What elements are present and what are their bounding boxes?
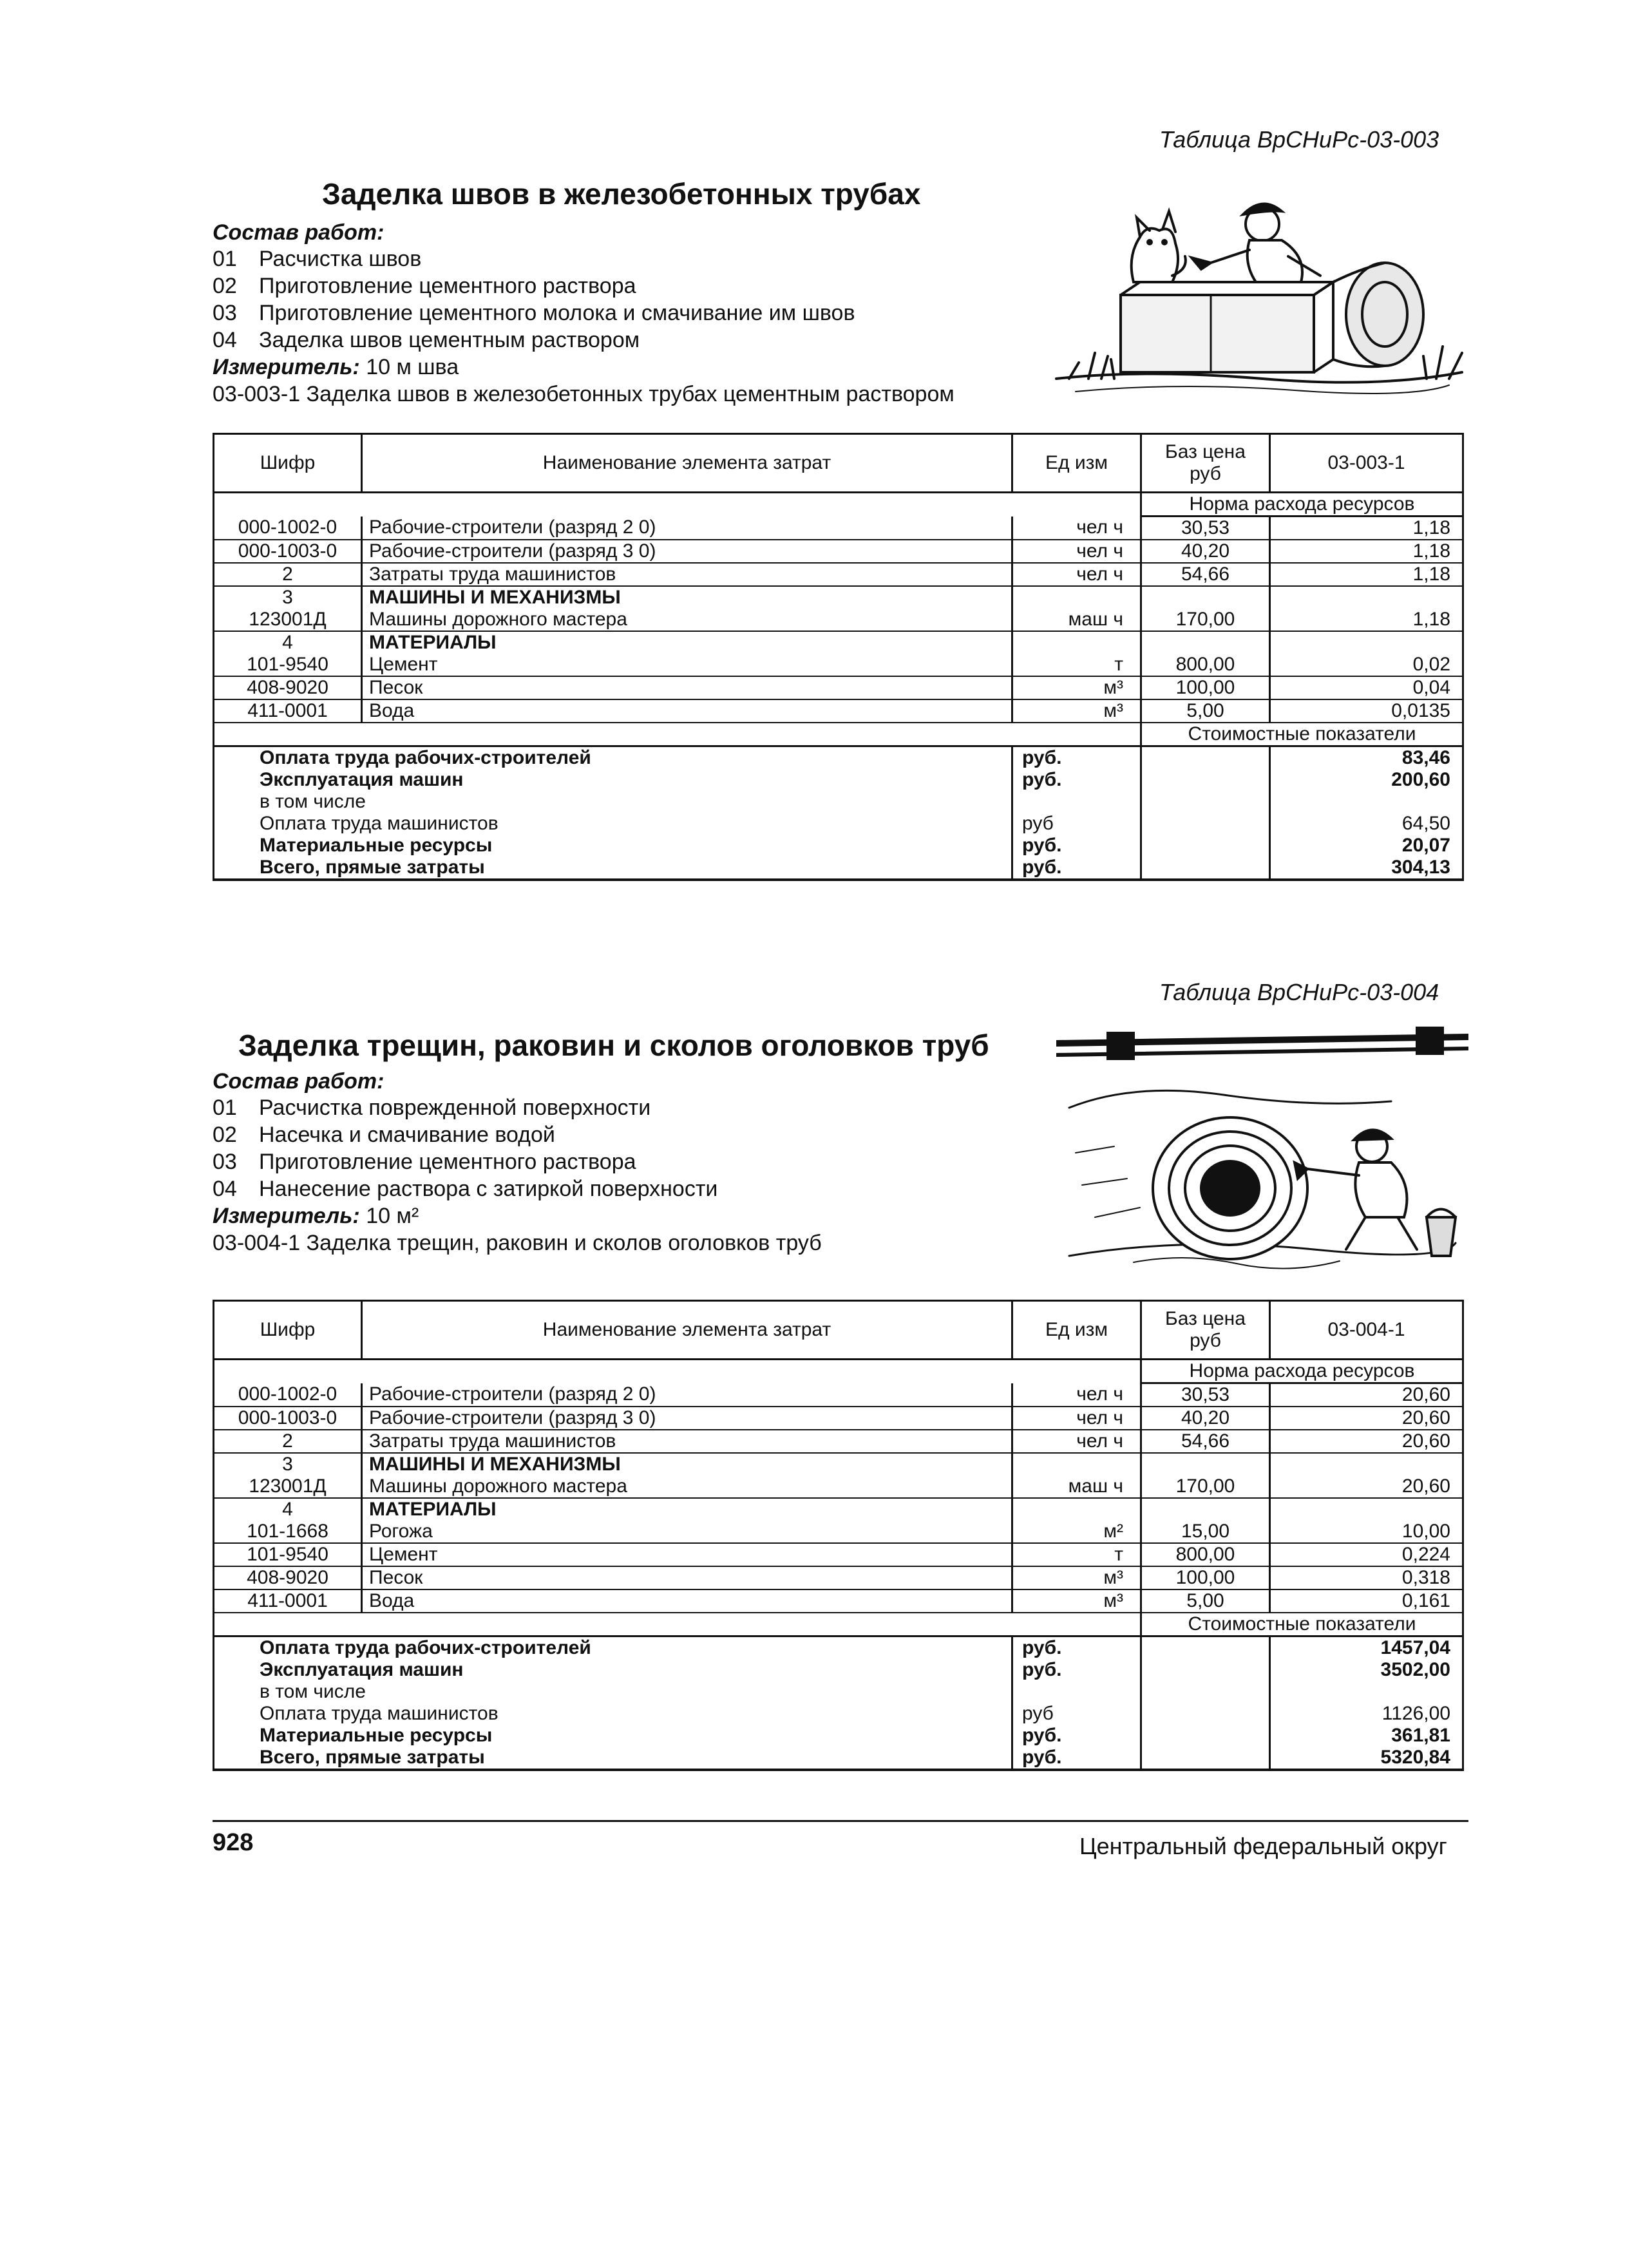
work-text: Заделка швов цементным раствором [259,328,640,352]
cost-unit: руб. [1012,1747,1141,1770]
cost-name: в том числе [214,791,1012,813]
work-item [213,272,954,299]
cost-row [214,746,1463,770]
row-code: 123001Д [214,1475,362,1498]
row-name: Рабочие-строители (разряд 3 0) [362,540,1012,563]
table-body [214,493,1463,880]
row-unit: м³ [1012,699,1141,723]
row-name: Цемент [362,654,1012,676]
cost-blank [1141,1636,1270,1660]
row-price: 30,53 [1141,1383,1270,1407]
header-price: Баз цена руб [1141,434,1270,493]
work-number: 02 [213,274,237,298]
work-composition [213,220,954,408]
cost-header: Стоимостные показатели [1141,1613,1463,1636]
row-unit: чел ч [1012,540,1141,563]
work-text: Насечка и смачивание водой [259,1123,555,1147]
row-code: 101-9540 [214,654,362,676]
cost-unit: руб. [1012,857,1141,880]
row-code: 2 [214,1430,362,1453]
row-name: Машины дорожного мастера [362,609,1012,631]
row-name: Вода [362,699,1012,723]
cost-header-row [214,723,1463,746]
table-body [214,1360,1463,1770]
row-code: 411-0001 [214,1589,362,1613]
row-price: 800,00 [1141,1543,1270,1566]
cost-value: 5320,84 [1270,1747,1463,1770]
cost-row [214,1747,1463,1770]
row-code: 000-1003-0 [214,540,362,563]
work-item [213,245,954,272]
table-row [214,654,1463,676]
row-code: 123001Д [214,609,362,631]
cost-row [214,835,1463,857]
row-code: 4 [214,631,362,654]
header-norm-code: 03-003-1 [1270,434,1463,493]
cost-name: в том числе [214,1681,1012,1703]
row-value [1270,1498,1463,1521]
work-text: Приготовление цементного молока и смачивание им швов [259,301,855,325]
cost-row [214,857,1463,880]
work-text: Приготовление цементного раствора [259,1150,636,1174]
cost-row [214,1659,1463,1681]
header-price: Баз цена руб [1141,1301,1270,1360]
measure-value: 10 м шва [366,355,459,379]
row-unit: м³ [1012,1566,1141,1589]
cost-name: Материальные ресурсы [214,835,1012,857]
row-code: 408-9020 [214,676,362,699]
cost-value: 361,81 [1270,1725,1463,1747]
row-price: 170,00 [1141,1475,1270,1498]
row-unit: чел ч [1012,1383,1141,1407]
row-name: Песок [362,1566,1012,1589]
cost-value: 200,60 [1270,769,1463,791]
table-row [214,540,1463,563]
norm-header-row [214,493,1463,517]
table-row [214,699,1463,723]
composition-label: Состав работ: [213,220,385,245]
row-price: 100,00 [1141,676,1270,699]
table-id: Таблица ВрСНиРс-03-003 [1159,126,1439,153]
cost-name: Эксплуатация машин [214,769,1012,791]
code-line: 03-004-1 Заделка трещин, раковин и сколов оголовков труб [213,1231,822,1255]
table-row [214,631,1463,654]
header-unit: Ед изм [1012,434,1141,493]
cost-value [1270,791,1463,813]
row-name: Рабочие-строители (разряд 2 0) [362,1383,1012,1407]
table-row [214,563,1463,586]
cost-name: Оплата труда рабочих-строителей [214,1636,1012,1660]
row-price: 54,66 [1141,563,1270,586]
row-code: 2 [214,563,362,586]
work-number: 03 [213,301,237,325]
row-unit [1012,631,1141,654]
row-unit: чел ч [1012,1430,1141,1453]
cost-row [214,1636,1463,1660]
work-item [213,327,954,354]
cost-blank [1141,1681,1270,1703]
row-price: 5,00 [1141,1589,1270,1613]
row-value: 20,60 [1270,1383,1463,1407]
row-name: МАШИНЫ И МЕХАНИЗМЫ [362,1453,1012,1475]
cost-unit: руб [1012,813,1141,835]
section-title: Заделка швов в железобетонных трубах [322,177,921,211]
row-unit: т [1012,654,1141,676]
row-name: МАТЕРИАЛЫ [362,1498,1012,1521]
norm-header: Норма расхода ресурсов [1141,1360,1463,1383]
row-name: Вода [362,1589,1012,1613]
row-value: 0,224 [1270,1543,1463,1566]
row-unit: маш ч [1012,1475,1141,1498]
cost-value [1270,1681,1463,1703]
work-item [213,1121,822,1148]
cost-value: 1457,04 [1270,1636,1463,1660]
cost-unit: руб. [1012,746,1141,770]
row-code: 000-1002-0 [214,517,362,540]
table-row [214,676,1463,699]
row-unit: м³ [1012,1589,1141,1613]
work-number: 03 [213,1150,237,1174]
cost-name: Эксплуатация машин [214,1659,1012,1681]
row-price: 30,53 [1141,517,1270,540]
header-name: Наименование элемента затрат [362,1301,1012,1360]
table-row [214,1566,1463,1589]
row-unit: т [1012,1543,1141,1566]
page-number: 928 [213,1829,254,1856]
row-name: Рогожа [362,1521,1012,1543]
cost-blank [1141,769,1270,791]
cost-name: Материальные ресурсы [214,1725,1012,1747]
row-value [1270,586,1463,609]
table-row [214,1498,1463,1521]
blank-cell [214,1360,1141,1383]
norm-header: Норма расхода ресурсов [1141,493,1463,517]
works-list [213,1094,822,1202]
blank-cell [214,1613,1141,1636]
row-code: 101-9540 [214,1543,362,1566]
work-number: 04 [213,328,237,352]
row-value: 10,00 [1270,1521,1463,1543]
header-code: Шифр [214,1301,362,1360]
footer-divider [213,1820,1468,1822]
row-value: 1,18 [1270,517,1463,540]
measure-line [213,1202,822,1229]
row-value: 20,60 [1270,1407,1463,1430]
table-row [214,1453,1463,1475]
row-value: 0,04 [1270,676,1463,699]
work-item [213,1148,822,1175]
table-row [214,1521,1463,1543]
table-row [214,1383,1463,1407]
row-unit: чел ч [1012,517,1141,540]
row-value: 1,18 [1270,563,1463,586]
row-name: Песок [362,676,1012,699]
cost-row [214,1681,1463,1703]
row-unit: чел ч [1012,563,1141,586]
cost-value: 304,13 [1270,857,1463,880]
cost-name: Оплата труда рабочих-строителей [214,746,1012,770]
row-name: МАШИНЫ И МЕХАНИЗМЫ [362,586,1012,609]
table-row [214,1475,1463,1498]
norm-table-03-003 [213,433,1464,881]
row-value: 0,318 [1270,1566,1463,1589]
header-name: Наименование элемента затрат [362,434,1012,493]
work-text: Расчистка швов [259,247,422,271]
header-norm-code: 03-004-1 [1270,1301,1463,1360]
header-code: Шифр [214,434,362,493]
table-row [214,1589,1463,1613]
cost-unit [1012,791,1141,813]
row-code: 101-1668 [214,1521,362,1543]
row-value: 1,18 [1270,609,1463,631]
row-unit: м² [1012,1521,1141,1543]
work-number: 02 [213,1123,237,1147]
cost-value: 3502,00 [1270,1659,1463,1681]
row-value: 0,02 [1270,654,1463,676]
row-value [1270,1453,1463,1475]
row-price [1141,1453,1270,1475]
cost-name: Оплата труда машинистов [214,1703,1012,1725]
row-name: МАТЕРИАЛЫ [362,631,1012,654]
code-line: 03-003-1 Заделка швов в железобетонных трубах цементным раствором [213,382,954,406]
table-row [214,1543,1463,1566]
row-name: Рабочие-строители (разряд 2 0) [362,517,1012,540]
row-price: 15,00 [1141,1521,1270,1543]
row-price [1141,1498,1270,1521]
cost-unit: руб. [1012,1636,1141,1660]
worker-repairing-pipe-head-illustration [1056,1024,1468,1282]
row-value: 1,18 [1270,540,1463,563]
cost-row [214,1703,1463,1725]
cost-unit: руб. [1012,769,1141,791]
row-price: 54,66 [1141,1430,1270,1453]
row-unit: м³ [1012,676,1141,699]
cost-value: 20,07 [1270,835,1463,857]
row-price [1141,586,1270,609]
row-price [1141,631,1270,654]
composition-label: Состав работ: [213,1069,385,1094]
work-item [213,1175,822,1202]
table-row [214,586,1463,609]
row-price: 40,20 [1141,1407,1270,1430]
norm-table-03-004 [213,1300,1464,1771]
row-name: Машины дорожного мастера [362,1475,1012,1498]
header-unit: Ед изм [1012,1301,1141,1360]
row-name: Цемент [362,1543,1012,1566]
row-value: 20,60 [1270,1475,1463,1498]
norm-header-row [214,1360,1463,1383]
cost-name: Оплата труда машинистов [214,813,1012,835]
row-name: Затраты труда машинистов [362,563,1012,586]
row-code: 3 [214,1453,362,1475]
cost-row [214,813,1463,835]
cost-unit: руб. [1012,1725,1141,1747]
blank-cell [214,723,1141,746]
row-unit: маш ч [1012,609,1141,631]
row-unit: чел ч [1012,1407,1141,1430]
table-row [214,517,1463,540]
cost-header: Стоимостные показатели [1141,723,1463,746]
cost-blank [1141,835,1270,857]
works-list [213,245,954,354]
table-header-row [214,1301,1463,1360]
row-price: 5,00 [1141,699,1270,723]
region-name: Центральный федеральный округ [1079,1833,1447,1859]
cost-value: 83,46 [1270,746,1463,770]
measure-line [213,354,954,381]
work-number: 01 [213,1096,237,1120]
row-name: Затраты труда машинистов [362,1430,1012,1453]
work-composition [213,1069,822,1257]
cost-unit: руб [1012,1703,1141,1725]
table-header-row [214,434,1463,493]
work-number: 01 [213,247,237,271]
cost-blank [1141,791,1270,813]
cost-name: Всего, прямые затраты [214,1747,1012,1770]
cost-row [214,1725,1463,1747]
row-code: 000-1002-0 [214,1383,362,1407]
section-title: Заделка трещин, раковин и сколов оголовков труб [238,1029,989,1062]
cost-unit: руб. [1012,835,1141,857]
cost-unit [1012,1681,1141,1703]
cost-blank [1141,813,1270,835]
table-row [214,609,1463,631]
row-price: 40,20 [1141,540,1270,563]
cost-header-row [214,1613,1463,1636]
row-unit [1012,1498,1141,1521]
table-row [214,1407,1463,1430]
blank-cell [214,493,1141,517]
row-value: 20,60 [1270,1430,1463,1453]
row-code: 4 [214,1498,362,1521]
work-text: Расчистка поврежденной поверхности [259,1096,651,1120]
cost-row [214,769,1463,791]
row-name: Рабочие-строители (разряд 3 0) [362,1407,1012,1430]
cost-row [214,791,1463,813]
work-item [213,1094,822,1121]
cost-blank [1141,1659,1270,1681]
row-price: 170,00 [1141,609,1270,631]
row-code: 000-1003-0 [214,1407,362,1430]
row-unit [1012,1453,1141,1475]
measure-label: Измеритель: [213,355,360,379]
table-row [214,1430,1463,1453]
table-id: Таблица ВрСНиРс-03-004 [1159,979,1439,1005]
cost-value: 64,50 [1270,813,1463,835]
cost-blank [1141,1725,1270,1747]
work-text: Приготовление цементного раствора [259,274,636,298]
cost-value: 1126,00 [1270,1703,1463,1725]
row-value [1270,631,1463,654]
row-code: 411-0001 [214,699,362,723]
work-number: 04 [213,1177,237,1201]
measure-label: Измеритель: [213,1204,360,1228]
work-item [213,299,954,327]
row-code: 408-9020 [214,1566,362,1589]
cost-name: Всего, прямые затраты [214,857,1012,880]
worker-sealing-pipe-illustration [1050,185,1475,404]
row-price: 800,00 [1141,654,1270,676]
work-text: Нанесение раствора с затиркой поверхности [259,1177,718,1201]
row-unit [1012,586,1141,609]
row-price: 100,00 [1141,1566,1270,1589]
cost-blank [1141,746,1270,770]
row-code: 3 [214,586,362,609]
cost-blank [1141,857,1270,880]
row-value: 0,0135 [1270,699,1463,723]
row-value: 0,161 [1270,1589,1463,1613]
cost-blank [1141,1703,1270,1725]
cost-unit: руб. [1012,1659,1141,1681]
cost-blank [1141,1747,1270,1770]
measure-value: 10 м² [366,1204,419,1228]
